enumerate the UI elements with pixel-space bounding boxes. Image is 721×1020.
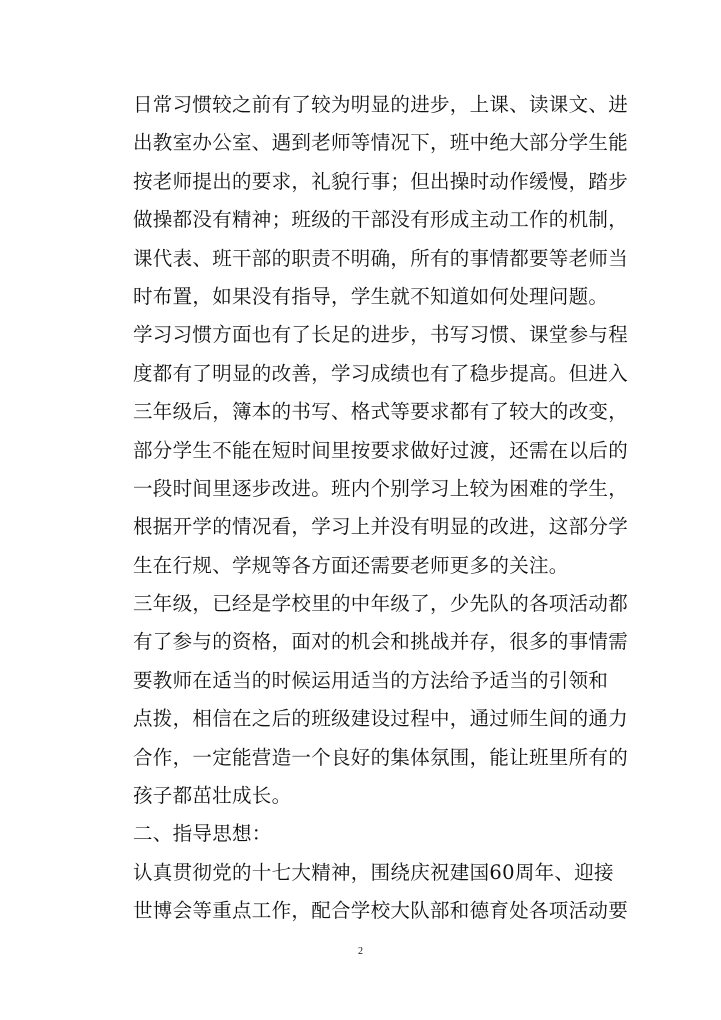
text-line: 部分学生不能在短时间里按要求做好过渡，还需在以后的 xyxy=(133,438,629,462)
page-number: 2 xyxy=(358,946,363,957)
text-line: 点拨，相信在之后的班级建设过程中，通过师生间的通力 xyxy=(133,707,629,731)
text-line: 三年级后，簿本的书写、格式等要求都有了较大的改变， xyxy=(133,400,629,424)
text-line: 三年级，已经是学校里的中年级了，少先队的各项活动都 xyxy=(133,592,629,616)
text-line: 根据开学的情况看，学习上并没有明显的改进，这部分学 xyxy=(133,515,629,539)
text-line: 认真贯彻党的十七大精神，围绕庆祝建国60周年、迎接 xyxy=(133,860,614,884)
text-line: 生在行规、学规等各方面还需要老师更多的关注。 xyxy=(133,553,569,577)
text-line: 孩子都茁壮成长。 xyxy=(133,784,292,808)
text-line: 按老师提出的要求，礼貌行事；但出操时动作缓慢，踏步 xyxy=(133,169,629,193)
text-line: 课代表、班干部的职责不明确，所有的事情都要等老师当 xyxy=(133,246,629,270)
body-text xyxy=(133,86,629,931)
text-line: 时布置，如果没有指导，学生就不知道如何处理问题。 xyxy=(133,284,609,308)
text-line: 一段时间里逐步改进。班内个别学习上较为困难的学生， xyxy=(133,476,629,500)
text-line: 世博会等重点工作，配合学校大队部和德育处各项活动要 xyxy=(133,899,629,923)
text-line: 出教室办公室、遇到老师等情况下，班中绝大部分学生能 xyxy=(133,131,629,155)
text-line: 做操都没有精神；班级的干部没有形成主动工作的机制， xyxy=(133,208,629,232)
text-line: 度都有了明显的改善，学习成绩也有了稳步提高。但进入 xyxy=(133,361,629,385)
text-line: 要教师在适当的时候运用适当的方法给予适当的引领和 xyxy=(133,668,609,692)
text-line: 日常习惯较之前有了较为明显的进步，上课、读课文、进 xyxy=(133,93,629,116)
text-line: 有了参与的资格，面对的机会和挑战并存，很多的事情需 xyxy=(133,630,629,654)
text-line: 合作，一定能营造一个良好的集体氛围，能让班里所有的 xyxy=(133,745,629,769)
text-line: 学习习惯方面也有了长足的进步，书写习惯、课堂参与程 xyxy=(133,323,629,347)
section-heading: 二、指导思想： xyxy=(133,822,272,846)
